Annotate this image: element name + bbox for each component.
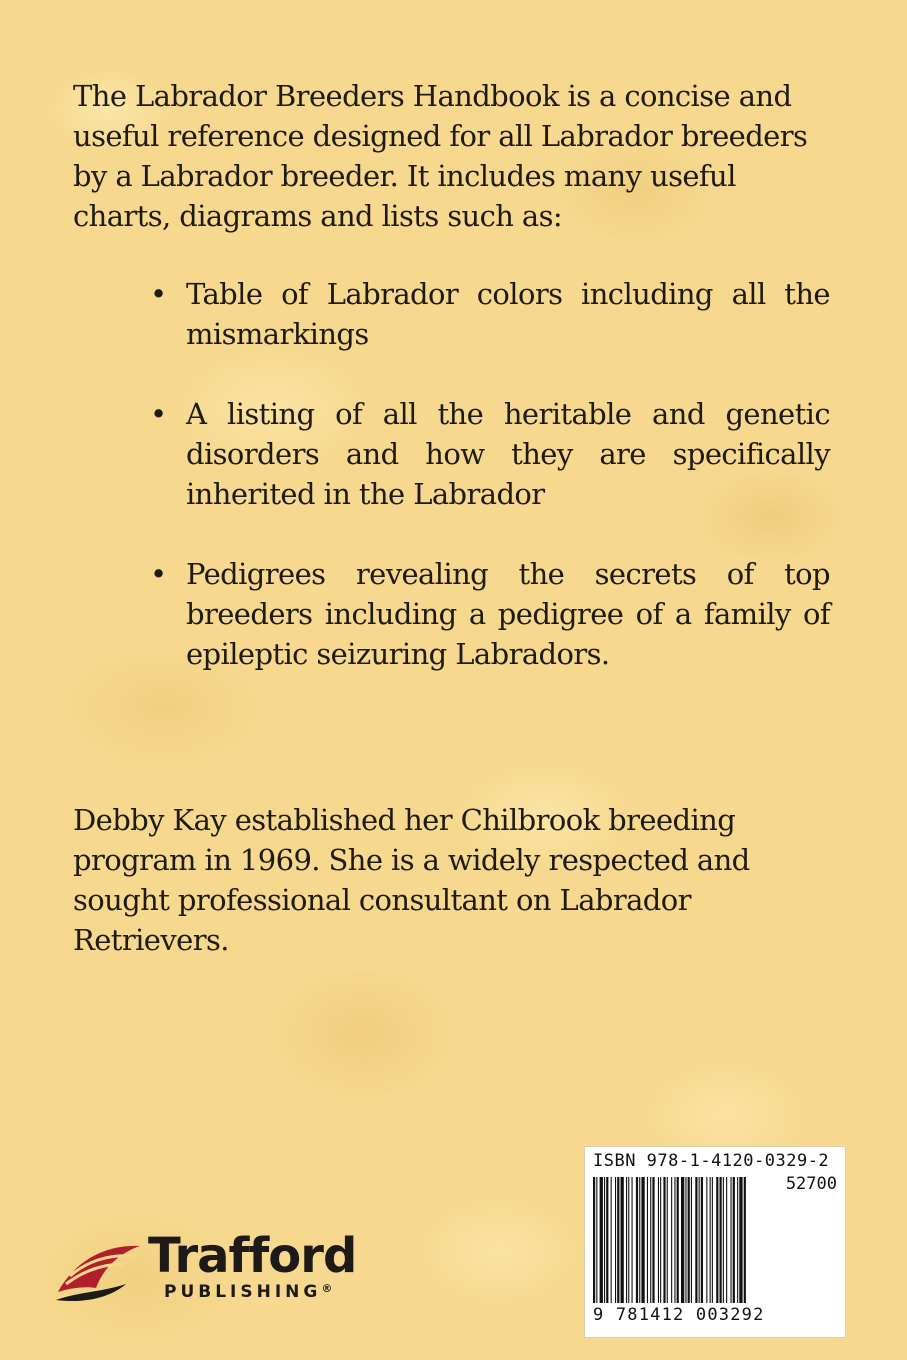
publisher-subtitle bbox=[164, 1282, 332, 1302]
barcode-bar bbox=[650, 1177, 651, 1303]
list-item bbox=[150, 554, 830, 674]
barcode-bar bbox=[596, 1177, 597, 1303]
barcode-bar bbox=[706, 1177, 707, 1303]
barcode-bar bbox=[615, 1177, 616, 1303]
barcode-bar bbox=[726, 1177, 727, 1303]
feature-list bbox=[150, 274, 830, 714]
barcode-bar bbox=[632, 1177, 633, 1303]
barcode-bar bbox=[636, 1177, 638, 1303]
trafford-swoosh-icon bbox=[52, 1226, 152, 1306]
barcode-bar bbox=[731, 1177, 732, 1303]
barcode-bar bbox=[606, 1177, 608, 1303]
price-code: 52700 bbox=[785, 1174, 837, 1194]
publisher-name: Trafford bbox=[148, 1228, 357, 1284]
barcode-bar bbox=[628, 1177, 629, 1303]
barcode-bar bbox=[593, 1177, 595, 1303]
barcode-bar bbox=[685, 1177, 686, 1303]
isbn-label: ISBN 978-1-4120-0329-2 bbox=[593, 1151, 830, 1171]
barcode-bar bbox=[674, 1177, 675, 1303]
barcode-bar bbox=[739, 1177, 742, 1303]
barcode-bar bbox=[600, 1177, 603, 1303]
barcode-bar bbox=[641, 1177, 644, 1303]
list-item bbox=[150, 394, 830, 514]
barcode-bar bbox=[716, 1177, 718, 1303]
barcode-bar bbox=[658, 1177, 659, 1303]
barcode-bar bbox=[639, 1177, 640, 1303]
barcode-bar bbox=[604, 1177, 605, 1303]
list-item-text: Table of Labrador colors including all the mismarkings bbox=[186, 277, 830, 351]
barcode-bar bbox=[663, 1177, 665, 1303]
barcode-bar bbox=[617, 1177, 619, 1303]
barcode-bar bbox=[671, 1177, 672, 1303]
publisher-logo bbox=[52, 1226, 412, 1312]
barcode-bar bbox=[699, 1177, 700, 1303]
barcode-bar bbox=[652, 1177, 654, 1303]
isbn-barcode bbox=[584, 1146, 846, 1338]
barcode-bar bbox=[695, 1177, 697, 1303]
registered-mark: ® bbox=[321, 1282, 333, 1295]
barcode-bar bbox=[710, 1177, 711, 1303]
barcode-bar bbox=[667, 1177, 668, 1303]
barcode-bar bbox=[681, 1177, 684, 1303]
author-bio: Debby Kay established her Chilbrook breeding program in 1969. She is a widely respected and sought professional consultant on Labrador Retrievers. bbox=[73, 803, 750, 957]
back-cover-intro: The Labrador Breeders Handbook is a concise and useful reference designed for all Labrador breeders by a Labrador breeder. It includes many useful charts, diagrams and lists such as: bbox=[73, 79, 808, 233]
list-item bbox=[150, 274, 830, 354]
barcode-bar bbox=[744, 1177, 746, 1303]
barcode-bar bbox=[647, 1177, 648, 1303]
barcode-bar bbox=[691, 1177, 692, 1303]
bullet-icon: • bbox=[150, 397, 167, 431]
barcode-bar bbox=[677, 1177, 679, 1303]
barcode-bar bbox=[737, 1177, 738, 1303]
barcode-bar bbox=[660, 1177, 661, 1303]
barcode-bar bbox=[701, 1177, 703, 1303]
list-item-text: Pedigrees revealing the secrets of top breeders including a pedigree of a family of epileptic seizuring Labradors. bbox=[186, 557, 830, 671]
barcode-bar bbox=[733, 1177, 735, 1303]
bullet-icon: • bbox=[150, 277, 167, 311]
barcode-bar bbox=[688, 1177, 690, 1303]
publisher-subtitle-text: PUBLISHING bbox=[164, 1282, 322, 1302]
ean-digits: 9 781412 003292 bbox=[593, 1305, 765, 1325]
bullet-icon: • bbox=[150, 557, 167, 591]
barcode-bars bbox=[593, 1177, 837, 1303]
barcode-bar bbox=[611, 1177, 612, 1303]
barcode-bar bbox=[626, 1177, 627, 1303]
barcode-bar bbox=[712, 1177, 713, 1303]
barcode-bar bbox=[720, 1177, 722, 1303]
barcode-bar bbox=[723, 1177, 724, 1303]
list-item-text: A listing of all the heritable and genetic disorders and how they are specifically inherited in the Labrador bbox=[186, 397, 830, 511]
barcode-bar bbox=[621, 1177, 624, 1303]
